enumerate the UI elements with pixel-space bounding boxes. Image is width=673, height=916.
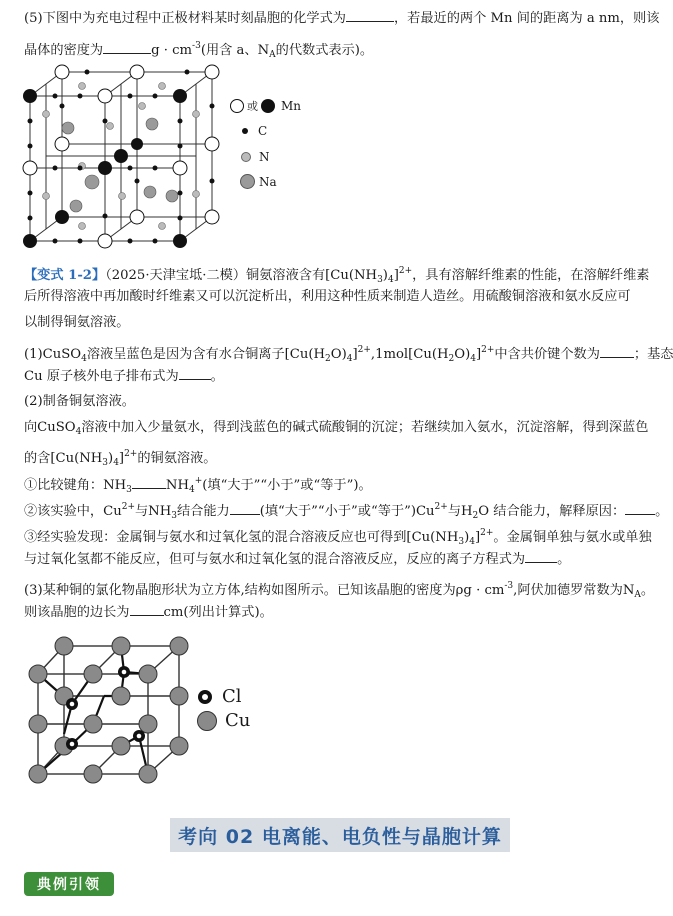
cl-atom-icon — [198, 690, 212, 704]
answer-blank[interactable] — [600, 344, 634, 358]
answer-blank[interactable] — [179, 366, 211, 380]
legend-n: N — [241, 150, 270, 164]
answer-blank[interactable] — [625, 501, 655, 515]
answer-blank[interactable] — [230, 501, 260, 515]
part1-line-2: Cu 原子核外电子排布式为 。 — [24, 366, 224, 387]
variant-line-2: 后所得溶液中再加酸时纤维素又可以沉淀析出，利用这种性质来制造人造丝。用硫酸铜溶液和氨水反应可 — [24, 289, 631, 304]
crystal-structure-figure-2 — [24, 634, 194, 784]
part3-line-1: (3)某种铜的氯化物晶胞形状为立方体,结构如图所示。已知该晶胞的密度为$\rho g \cdot cm^{-3}$,阿伏加德罗常数为$N_A$。 — [24, 581, 655, 600]
cu-atom-icon — [197, 711, 217, 731]
subquestion-3-line-1: ③经实验发现：金属铜与氨水和过氧化氢的混合溶液反应也可得到$[Cu(NH_3)_4]^{2+}$。金属铜单独与氨水或单独 — [24, 528, 652, 547]
variant-tag: 【变式 1-2】 — [24, 268, 106, 283]
section-title: 考向 02 电离能、电负性与晶胞计算 — [170, 818, 510, 852]
answer-blank[interactable] — [103, 40, 151, 54]
q5-line-1: (5)下图中为充电过程中正极材料某时刻晶胞的化学式为 ，若最近的两个 Mn 间的距离为 a nm，则该 — [24, 8, 659, 29]
variant-line-3: 以制得铜氨溶液。 — [24, 315, 130, 330]
legend-cl: Cl — [198, 686, 242, 707]
mn-filled-circle-icon — [261, 99, 275, 113]
legend-c: C — [242, 124, 267, 138]
na-circle-icon — [240, 174, 255, 189]
part2-line-2: 的含$[Cu(NH_3)_4]^{2+}$的铜氨溶液。 — [24, 449, 217, 468]
subquestion-3-line-2: 与过氧化氢都不能反应，但可与氨水和过氧化氢的混合溶液反应，反应的离子方程式为 。 — [24, 549, 570, 570]
part3-line-2: 则该晶胞的边长为 cm(列出计算式)。 — [24, 602, 273, 623]
q5-line-2: 晶体的密度为 $g \cdot cm^{-3}$(用含 a、$N_A$的代数式表示)。 — [24, 41, 374, 60]
variant-line-1: 【变式 1-2】（2025·天津宝坻·二模）铜氨溶液含有$[Cu(NH_3)_4]^{2+}$，具有溶解纤维素的性能，在溶解纤维素 — [24, 266, 650, 285]
legend-na: Na — [240, 174, 277, 189]
answer-blank[interactable] — [346, 8, 394, 22]
answer-blank[interactable] — [525, 549, 557, 563]
n-dot-icon — [241, 152, 251, 162]
subquestion-1: ①比较键角：$NH_3$ $NH_4^+$(填“大于”“小于”或“等于”)。 — [24, 476, 372, 495]
legend-mn: 或 Mn — [230, 98, 301, 114]
part2-heading: (2)制备铜氨溶液。 — [24, 394, 135, 409]
part2-line-1: 向CuSO$_4$溶液中加入少量氨水，得到浅蓝色的碱式硫酸铜的沉淀；若继续加入氨水，沉淀溶解，得到深蓝色 — [24, 420, 649, 437]
part1-line-1: (1)CuSO$_4$溶液呈蓝色是因为含有水合铜离子$[Cu(H_2O)_4]^{2+},1mol[Cu(H_2O)_4]^{2+}$中含共价键个数为 ；基态 — [24, 345, 673, 364]
answer-blank[interactable] — [130, 602, 164, 616]
mn-open-circle-icon — [230, 99, 244, 113]
c-dot-icon — [242, 128, 248, 134]
crystal-structure-figure-1 — [22, 66, 222, 246]
subquestion-2: ②该实验中，$Cu^{2+}$与$NH_3$结合能力 (填“大于”“小于”或“等于$”)Cu^{2+}$与$H_2O$ 结合能力，解释原因： 。 — [24, 502, 669, 521]
example-badge: 典例引领 — [24, 872, 114, 896]
legend-cu: Cu — [197, 710, 250, 731]
answer-blank[interactable] — [132, 475, 166, 489]
